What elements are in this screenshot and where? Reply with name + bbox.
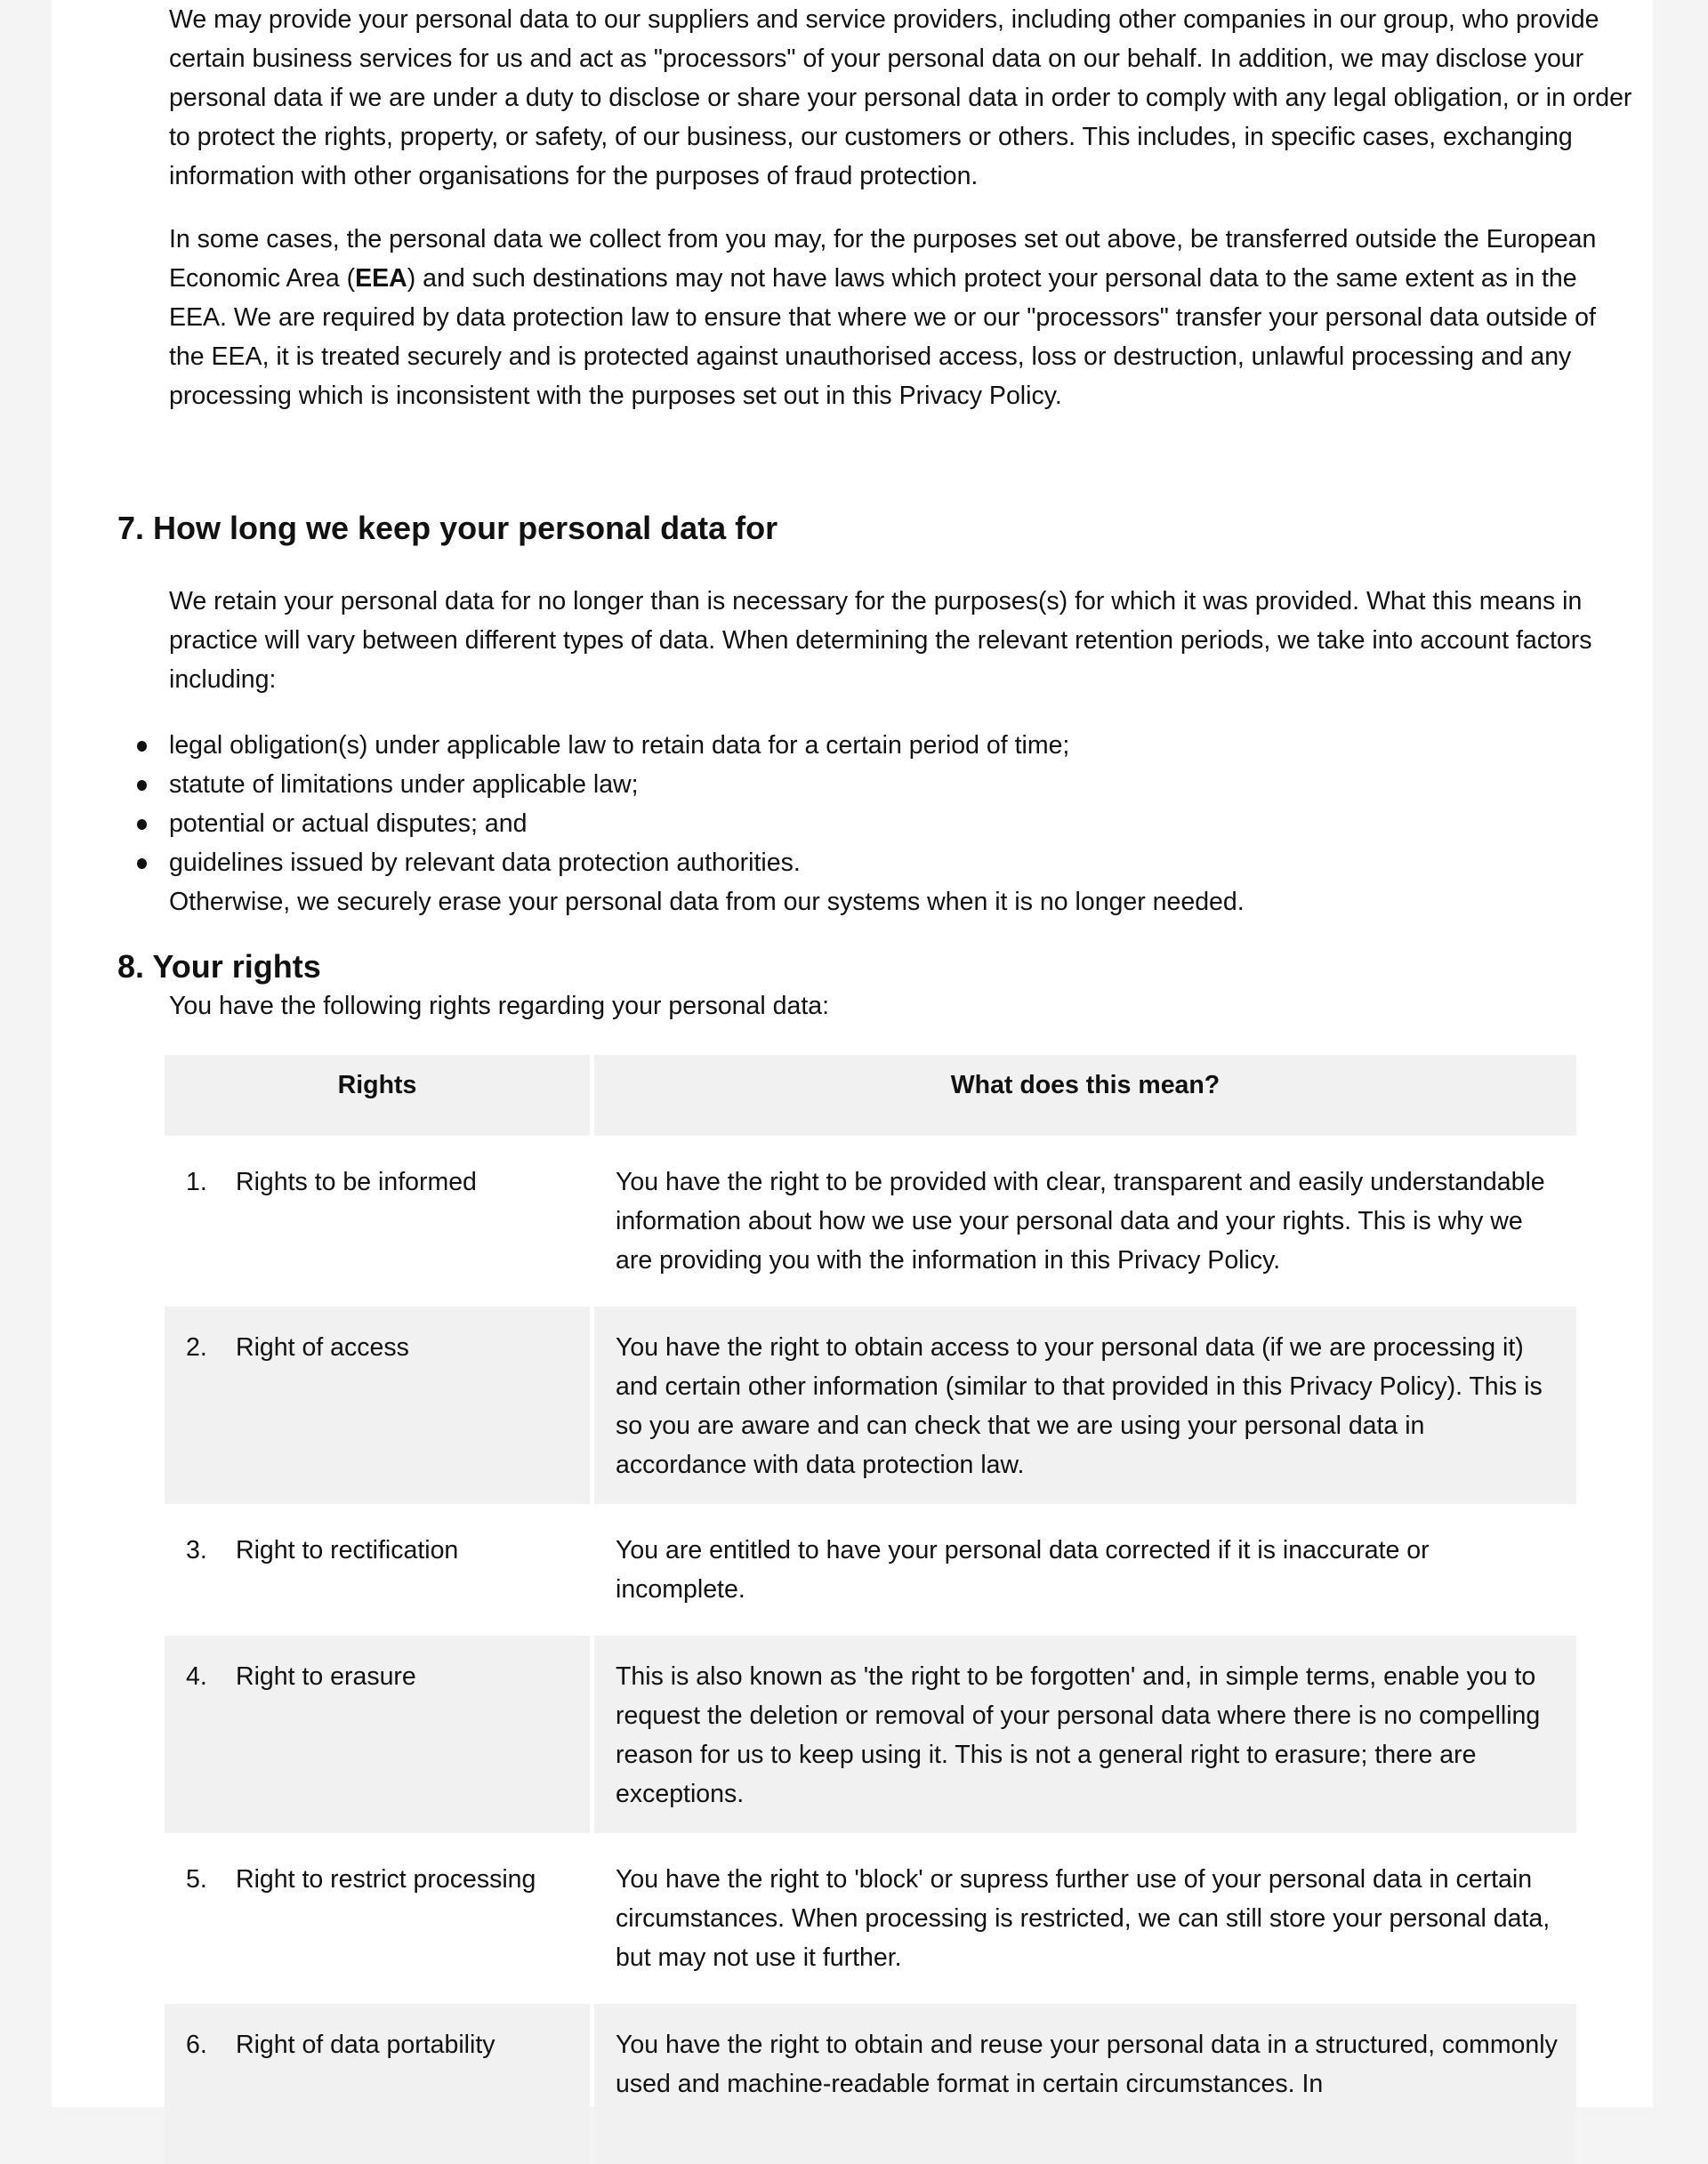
meaning-cell [594,1141,1576,1301]
table-row [165,1509,1576,1630]
column-header-rights [165,1055,590,1136]
right-meaning: You have the right to obtain access to your personal data (if we are processing it) and certain other information (similar to that provided in this Privacy Policy). This is so you are aware and can check that we are using your personal data in accordance with data protection law. [616,1333,1543,1479]
right-cell [165,1141,590,1301]
table-row [165,2004,1576,2164]
right-number: 4. [186,1662,207,1691]
right-name: Rights to be informed [236,1168,477,1196]
list-item-text: statute of limitations under applicable law; [169,770,639,799]
right-number: 2. [186,1333,207,1362]
list-item [52,843,1564,882]
header-label: Rights [337,1071,417,1099]
eea-bold-term: EEA [355,264,407,293]
section6-paragraph-processors: We may provide your personal data to our suppliers and service providers, including other companies in our group, who provide certain business services for us and act as "processors" of your personal data on our behalf. In addition, we may disclose your personal data if we are under a duty to disclose or share your personal data in order to comply with any legal obligation, or in order to protect the rights, property, or safety, of our business, our customers or others. This includes, in specific cases, exchanging information with other organisations for the purposes of fraud protection. [169,5,1632,190]
right-name: Right to erasure [236,1662,416,1691]
list-item-text: guidelines issued by relevant data protection authorities. [169,849,801,877]
right-meaning: This is also known as 'the right to be forgotten' and, in simple terms, enable you to request the deletion or removal of your personal data where there is no compelling reason for us to keep using it. This is not a general right to erasure; there are exceptions. [616,1662,1541,1808]
right-meaning: You have the right to be provided with clear, transparent and easily understandable information about how we use your personal data and your rights. This is why we are providing you with the information in this Privacy Policy. [616,1168,1545,1275]
right-cell [165,1636,590,1833]
meaning-cell [594,1307,1576,1504]
table-row [165,1307,1576,1504]
meaning-cell [594,1636,1576,1833]
right-meaning: You have the right to 'block' or supress further use of your personal data in certain circumstances. When processing is restricted, we can still store your personal data, but may not use it further. [616,1865,1551,1972]
column-header-meaning [594,1055,1576,1136]
right-cell [165,1509,590,1630]
section8-heading: 8. Your rights [117,948,321,985]
right-cell [165,2004,590,2164]
section8-intro: You have the following rights regarding your personal data: [169,992,830,1020]
right-meaning: You are entitled to have your personal data corrected if it is inaccurate or incomplete. [616,1536,1430,1604]
bullet-icon [137,858,147,869]
right-number: 1. [186,1168,207,1196]
section7-intro: We retain your personal data for no longer than is necessary for the purposes(s) for which it was provided. What this means in practice will vary between different types of data. When determining the relevant retention periods, we take into account factors including: [169,587,1592,694]
list-item [52,765,1564,804]
meaning-cell [594,1509,1576,1630]
right-number: 3. [186,1536,207,1565]
list-item [52,804,1564,843]
right-number: 6. [186,2031,207,2059]
text-span: ) and such destinations may not have laws which protect your personal data to the same extent as in the EEA. We are required by data protection law to ensure that where we or our "processors" transfer your personal data outside of the EEA, it is treated securely and is protected against unauthorised access, loss or destruction, unlawful processing and any processing which is inconsistent with the purposes set out in this Privacy Policy. [169,264,1596,410]
right-name: Right to restrict processing [236,1865,536,1894]
right-meaning: You have the right to obtain and reuse your personal data in a structured, commonly used and machine-readable format in certain circumstances. In [616,2031,1558,2098]
table-row [165,1636,1576,1833]
list-item-text: potential or actual disputes; and [169,809,528,838]
bullet-icon [137,780,147,791]
header-label: What does this mean? [950,1071,1221,1099]
list-item [52,726,1564,765]
rights-table [160,1055,1581,2164]
section7-heading: 7. How long we keep your personal data for [117,510,778,546]
meaning-cell [594,2004,1576,2164]
text-span: In some cases, the personal data we collect from you may, for the purposes set out above, be transferred outside the European Economic Area ( [169,225,1597,293]
table-header-row [165,1055,1576,1136]
table-row [165,1838,1576,1999]
section7-closing: Otherwise, we securely erase your personal data from our systems when it is no longer needed. [169,888,1245,916]
bullet-icon [137,741,147,752]
bullet-icon [137,819,147,830]
right-number: 5. [186,1865,207,1894]
right-cell [165,1838,590,1999]
list-item-text: legal obligation(s) under applicable law to retain data for a certain period of time; [169,731,1070,760]
right-name: Right of access [236,1333,409,1362]
retention-factors-list [52,726,1564,882]
right-name: Right of data portability [236,2031,495,2059]
right-cell [165,1307,590,1504]
right-name: Right to rectification [236,1536,459,1565]
section6-paragraph-eea-transfer [169,220,1637,415]
table-row [165,1141,1576,1301]
meaning-cell [594,1838,1576,1999]
document-page [52,0,1653,2107]
